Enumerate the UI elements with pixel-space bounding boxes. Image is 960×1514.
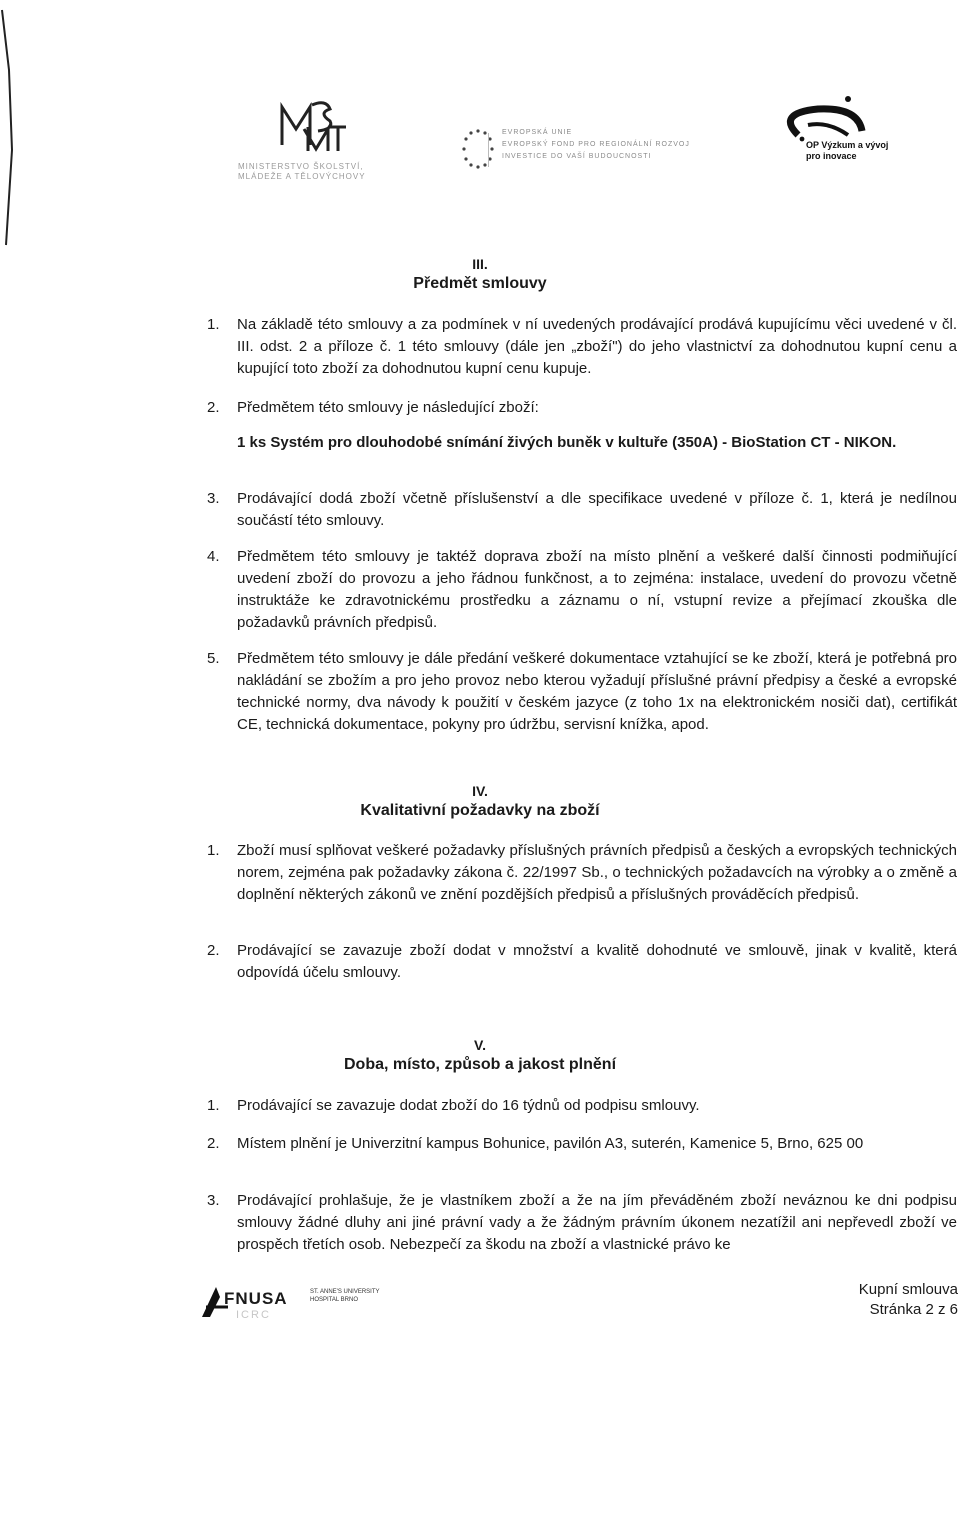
section-3-title: Předmět smlouvy: [413, 275, 547, 292]
section-3-item-3: [207, 488, 957, 532]
eu-line-3: INVESTICE DO VAŠÍ BUDOUCNOSTI: [502, 153, 652, 160]
footer-doc-name: Kupní smlouva: [858, 1281, 958, 1298]
item-number: 2.: [207, 1135, 220, 1152]
section-4-item-2: [207, 940, 957, 984]
msmt-mark-icon: [278, 95, 348, 155]
item-number: 1.: [207, 316, 220, 333]
section-5-item-3: [207, 1190, 957, 1256]
item-text: Prodávající dodá zboží včetně příslušenství a dle specifikace uvedené v příloze č. 1, která je nedílnou součástí této smlouvy.: [237, 490, 957, 529]
fnusa-sub-line-1: ST. ANNE'S UNIVERSITY: [310, 1289, 380, 1295]
msmt-line-1: MINISTERSTVO ŠKOLSTVÍ,: [238, 162, 364, 171]
item-text: Prodávající se zavazuje zboží dodat v množství a kvalitě dohodnuté ve smlouvě, jinak v kvalitě, která odpovídá účelu smlouvy.: [237, 942, 957, 981]
section-5-title: Doba, místo, způsob a jakost plnění: [343, 1056, 617, 1073]
footer-page-number: Stránka 2 z 6: [869, 1301, 958, 1318]
item-number: 1.: [207, 842, 220, 859]
eu-line-1: EVROPSKÁ UNIE: [502, 129, 573, 136]
op-line-1: OP Výzkum a vývoj: [806, 140, 889, 150]
section-5-item-2: [207, 1133, 957, 1155]
op-line-2: pro inovace: [806, 151, 857, 161]
section-4-title: Kvalitativní požadavky na zboží: [360, 802, 600, 819]
section-5-item-1: [207, 1095, 957, 1117]
section-3-item-1: [207, 314, 957, 380]
item-text: Předmětem této smlouvy je dále předání veškeré dokumentace vztahující se ke zboží, která je potřebná pro nakládání se zbožím a pro jeho provoz nebo kterou vyžadují příslušné právní předpisy a české a evropské technické normy, dva návody k použití v českém jazyce (z toho 1x na elektronickém nosiči dat), certifikát CE, technická dokumentace, pokyny pro údržbu, servisní knížka, apod.: [237, 650, 957, 733]
msmt-text: [238, 162, 418, 182]
item-number: 1.: [207, 1097, 220, 1114]
item-text: Zboží musí splňovat veškeré požadavky příslušných právních předpisů a českých a evropských technických norem, zejména pak požadavky zákona č. 22/1997 Sb., o technických požadavcích na výrobky a o změně a doplnění některých zákonů ve znění pozdějších předpisů a příslušných prováděcích předpisů.: [237, 842, 957, 903]
item-text: Prodávající prohlašuje, že je vlastníkem zboží a že na jím převáděném zboží neváznou ke dni podpisu smlouvy žádné dluhy ani jiné právní vady a že žádným právním úkonem nezatížil ani nepřevedl zboží ve prospěch třetích osob. Nebezpečí za škodu na zboží a vlastnické právo ke: [237, 1192, 957, 1253]
fnusa-wordmark: FNUSA: [224, 1289, 288, 1308]
section-5-number: V.: [474, 1037, 486, 1053]
msmt-line-2: MLÁDEŽE A TĚLOVÝCHOVY: [238, 172, 366, 181]
section-4-number: IV.: [472, 783, 488, 799]
section-3-item-4: [207, 546, 957, 634]
eu-text: [502, 127, 690, 163]
item-number: 3.: [207, 1192, 220, 1209]
fnusa-subtitle: [310, 1288, 380, 1304]
footer-info: [758, 1280, 958, 1320]
icrc-ghost-text: ICRC: [236, 1309, 271, 1321]
header-logos: [0, 95, 960, 205]
item-number: 4.: [207, 548, 220, 565]
item-text: Prodávající se zavazuje dodat zboží do 16 týdnů od podpisu smlouvy.: [237, 1097, 700, 1114]
section-3-number: III.: [472, 256, 488, 272]
section-3-item-5: [207, 648, 957, 736]
item-number: 2.: [207, 942, 220, 959]
item-text: Místem plnění je Univerzitní kampus Bohunice, pavilón A3, suterén, Kamenice 5, Brno, 625 00: [237, 1135, 864, 1152]
section-3-item-2: [207, 397, 957, 419]
product-description: 1 ks Systém pro dlouhodobé snímání živých buněk v kultuře (350A) - BioStation CT - NIKON.: [237, 434, 897, 451]
msmt-logo: [238, 95, 418, 182]
item-text: Předmětem této smlouvy je taktéž doprava zboží na místo plnění a veškeré další činnosti podmiňující uvedení zboží do provozu a jeho řádnou funkčnost, a to zejména: instalace, uvedení do provozu včetně instruktáže ke zdravotnickému prostředku a záznamu o ní, vstupní revize a přejímací zkouška dle požadavků právních předpisů.: [237, 548, 957, 631]
item-text: Na základě této smlouvy a za podmínek v ní uvedených prodávající prodává kupujícímu věci uvedené v čl. III. odst. 2 a příloze č. 1 této smlouvy (dále jen „zboží") do jeho vlastnictví za dohodnutou kupní cenu a kupující toto zboží za dohodnutou kupní cenu kupuje.: [237, 316, 957, 377]
eu-line-2: EVROPSKÝ FOND PRO REGIONÁLNÍ ROZVOJ: [502, 141, 690, 148]
op-text: [806, 140, 888, 162]
item-number: 5.: [207, 650, 220, 667]
item-number: 3.: [207, 490, 220, 507]
item-number: 2.: [207, 399, 220, 416]
fnusa-sub-line-2: HOSPITAL BRNO: [310, 1297, 359, 1303]
eu-stars-icon: [462, 127, 494, 171]
section-4-item-1: [207, 840, 957, 906]
fnusa-logo: [200, 1283, 400, 1327]
item-text: Předmětem této smlouvy je následující zboží:: [237, 399, 539, 416]
